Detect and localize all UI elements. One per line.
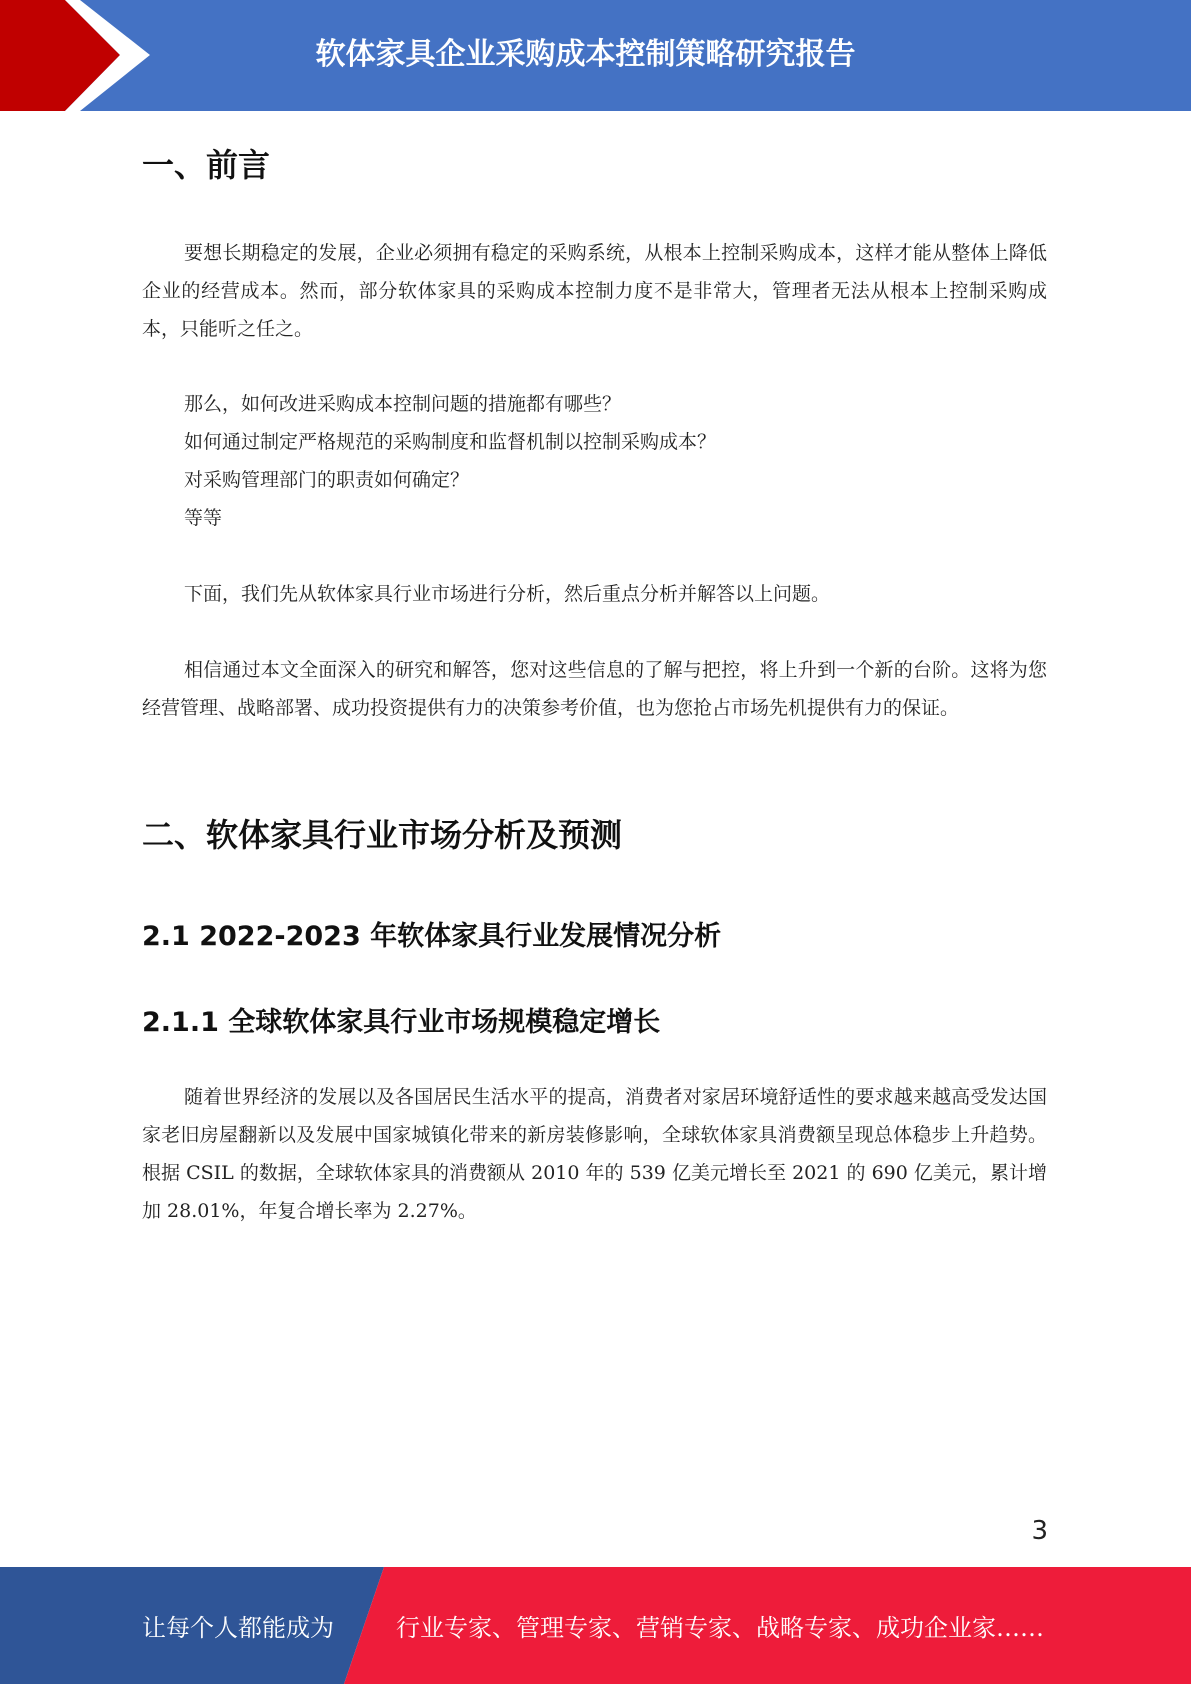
question-line: 等等 bbox=[184, 507, 223, 529]
question-line: 那么，如何改进采购成本控制问题的措施都有哪些？ bbox=[184, 393, 622, 415]
preface-paragraph-1: 要想长期稳定的发展，企业必须拥有稳定的采购系统，从根本上控制采购成本，这样才能从整体上降低企业的经营成本。然而，部分软体家具的采购成本控制力度不是非常大，管理者无法从根本上控制采购成本，只能听之任之。 bbox=[142, 242, 1047, 340]
preface-heading: 一、前言 bbox=[142, 146, 271, 184]
report-title: 软体家具企业采购成本控制策略研究报告 bbox=[315, 36, 856, 72]
question-line: 对采购管理部门的职责如何确定？ bbox=[184, 469, 470, 491]
page-header bbox=[0, 0, 1191, 111]
subsubsection-heading: 2.1.1 全球软体家具行业市场规模稳定增长 bbox=[142, 1007, 661, 1038]
subsection-heading: 2.1 2022-2023 年软体家具行业发展情况分析 bbox=[142, 921, 722, 952]
market-paragraph-1: 随着世界经济的发展以及各国居民生活水平的提高，消费者对家居环境舒适性的要求越来越高受发达国家老旧房屋翻新以及发展中国家城镇化带来的新房装修影响，全球软体家具消费额呈现总体稳步上升趋势。根据 CSIL 的数据，全球软体家具的消费额从 2010 年的 539 亿美元增长至 2021 的 690 亿美元，累计增加 28.01%，年复合增长率为 2.27%。 bbox=[142, 1086, 1047, 1222]
page-number: 3 bbox=[1031, 1516, 1048, 1546]
preface-paragraph-2: 下面，我们先从软体家具行业市场进行分析，然后重点分析并解答以上问题。 bbox=[184, 583, 831, 605]
question-line: 如何通过制定严格规范的采购制度和监督机制以控制采购成本？ bbox=[184, 431, 717, 453]
footer-slogan-left: 让每个人都能成为 bbox=[142, 1614, 334, 1642]
market-heading: 二、软体家具行业市场分析及预测 bbox=[142, 816, 623, 854]
preface-paragraph-3: 相信通过本文全面深入的研究和解答，您对这些信息的了解与把控，将上升到一个新的台阶。这将为您经营管理、战略部署、成功投资提供有力的决策参考价值，也为您抢占市场先机提供有力的保证。 bbox=[142, 659, 1047, 719]
page-footer bbox=[0, 1567, 1191, 1684]
footer-slogan-right: 行业专家、管理专家、营销专家、战略专家、成功企业家…… bbox=[396, 1614, 1044, 1642]
